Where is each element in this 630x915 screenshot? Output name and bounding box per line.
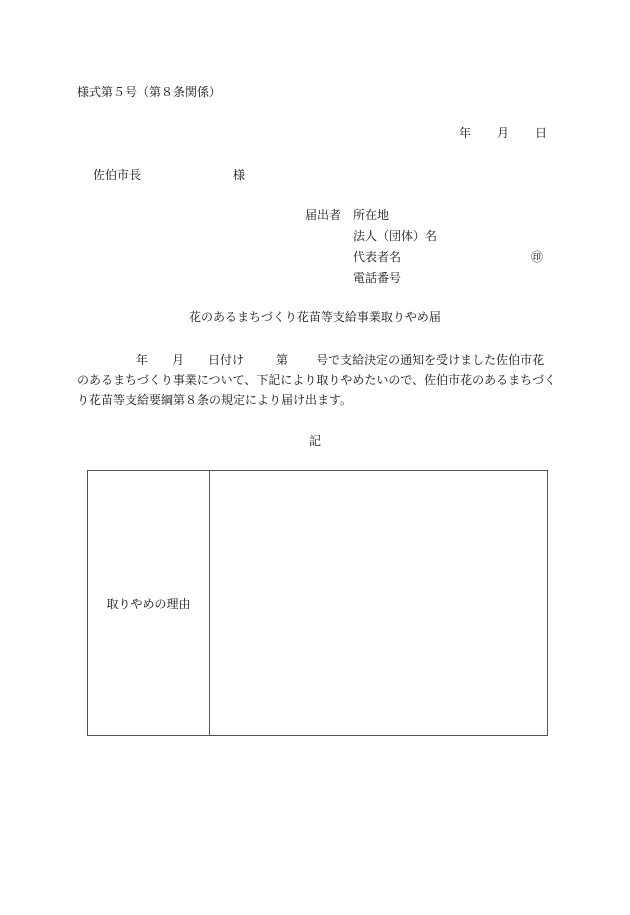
seal-mark: ㊞: [531, 250, 544, 264]
body-line-1: 年 月 日付け 第 号で支給決定の通知を受けました佐伯市花: [136, 353, 545, 367]
reason-label-cell: [88, 471, 210, 735]
body-line-3: り花苗等支給要綱第８条の規定により届け出ます。: [77, 393, 353, 407]
notifier-label: 届出者: [305, 208, 342, 222]
addressee-honorific: 様: [233, 168, 246, 182]
form-number: 様式第５号（第８条関係）: [77, 85, 222, 99]
reason-value-cell[interactable]: [210, 471, 547, 735]
body-text: [77, 350, 557, 410]
addressee-name: 佐伯市長: [93, 168, 142, 182]
document-title: 花のあるまちづくり花苗等支給事業取りやめ届: [189, 310, 441, 324]
date-day: 日: [535, 126, 548, 140]
ki-heading: 記: [308, 434, 321, 448]
notifier-address-label: 所在地: [353, 208, 390, 222]
addressee: [93, 167, 246, 183]
reason-label: 取りやめの理由: [106, 596, 191, 611]
date-month: 月: [497, 126, 510, 140]
notifier-phone-label: 電話番号: [353, 271, 402, 285]
notifier-representative-label: 代表者名: [353, 250, 402, 264]
date-year: 年: [459, 126, 472, 140]
body-line-2: のあるまちづくり事業について、下記により取りやめたいので、佐伯市花のあるまちづく: [77, 373, 557, 387]
reason-table: [87, 470, 548, 736]
notifier-organization-label: 法人（団体）名: [353, 229, 438, 243]
date-line: [459, 125, 547, 141]
